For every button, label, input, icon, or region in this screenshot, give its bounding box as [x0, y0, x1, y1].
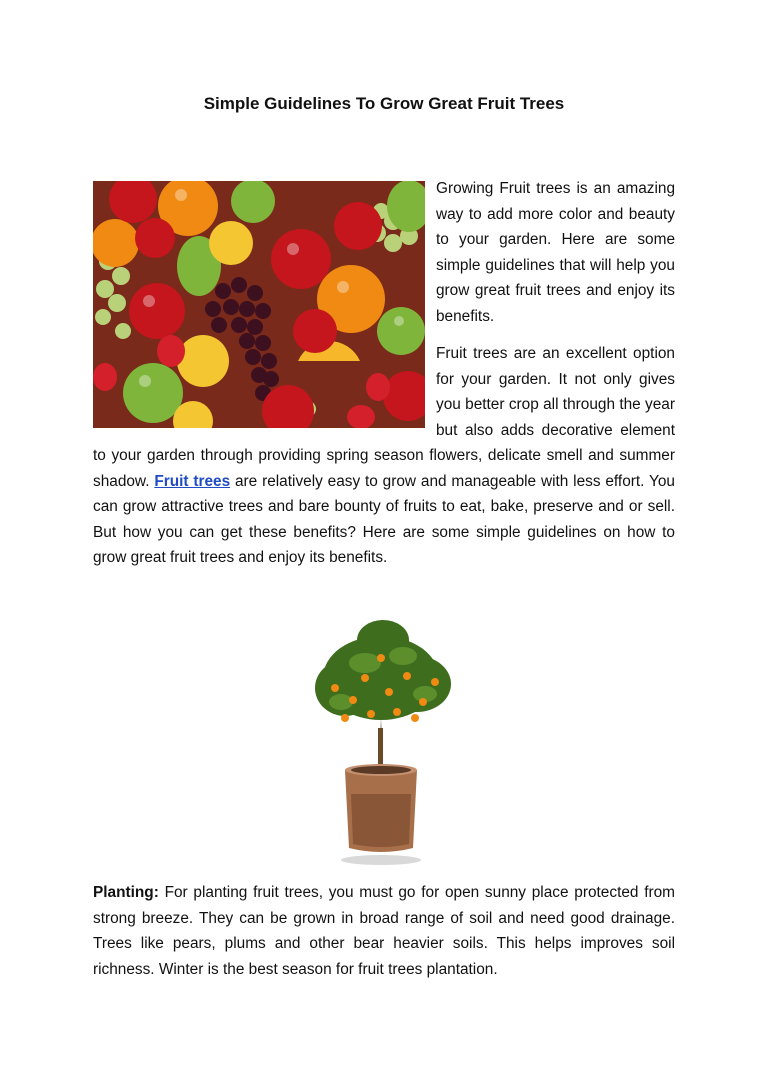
planting-paragraph [93, 880, 675, 982]
planting-text: For planting fruit trees, you must go for open sunny place protected from strong breeze. They can be grown in broad range of soil and need good drainage. Trees like pears, plums and other bear heavier soils. This helps improves soil richness. Winter is the best season for fruit trees plantation. [93, 884, 675, 978]
planting-section [93, 880, 675, 982]
benefits-section [93, 341, 675, 571]
benefits-text-end: are relatively easy to grow and manageable with less effort. You can grow attractive trees and bare bounty of fruits to eat, bake, preserve and or sell. But how you can get these benefits? Here are some simple guidelines on how to grow great fruit trees and enjoy its benefits. [93, 472, 675, 566]
image-float-spacer [93, 341, 436, 423]
page-title: Simple Guidelines To Grow Great Fruit Trees [203, 94, 565, 113]
potted-fruit-tree-image [305, 618, 465, 866]
fruit-trees-link[interactable]: Fruit trees [154, 472, 231, 490]
planting-label: Planting: [93, 884, 159, 901]
intro-paragraph: Growing Fruit trees is an amazing way to add more color and beauty to your garden. Here are some simple guidelines that will help you grow great fruit trees and enjoy its benefits. [436, 180, 675, 325]
benefits-text-start: Fruit trees are an excellent option for your garden. It not only gives you better crop all through the year but also adds decorative element to your garden through providing spring season flowers, delicate smell and summer shadow. [93, 345, 675, 490]
